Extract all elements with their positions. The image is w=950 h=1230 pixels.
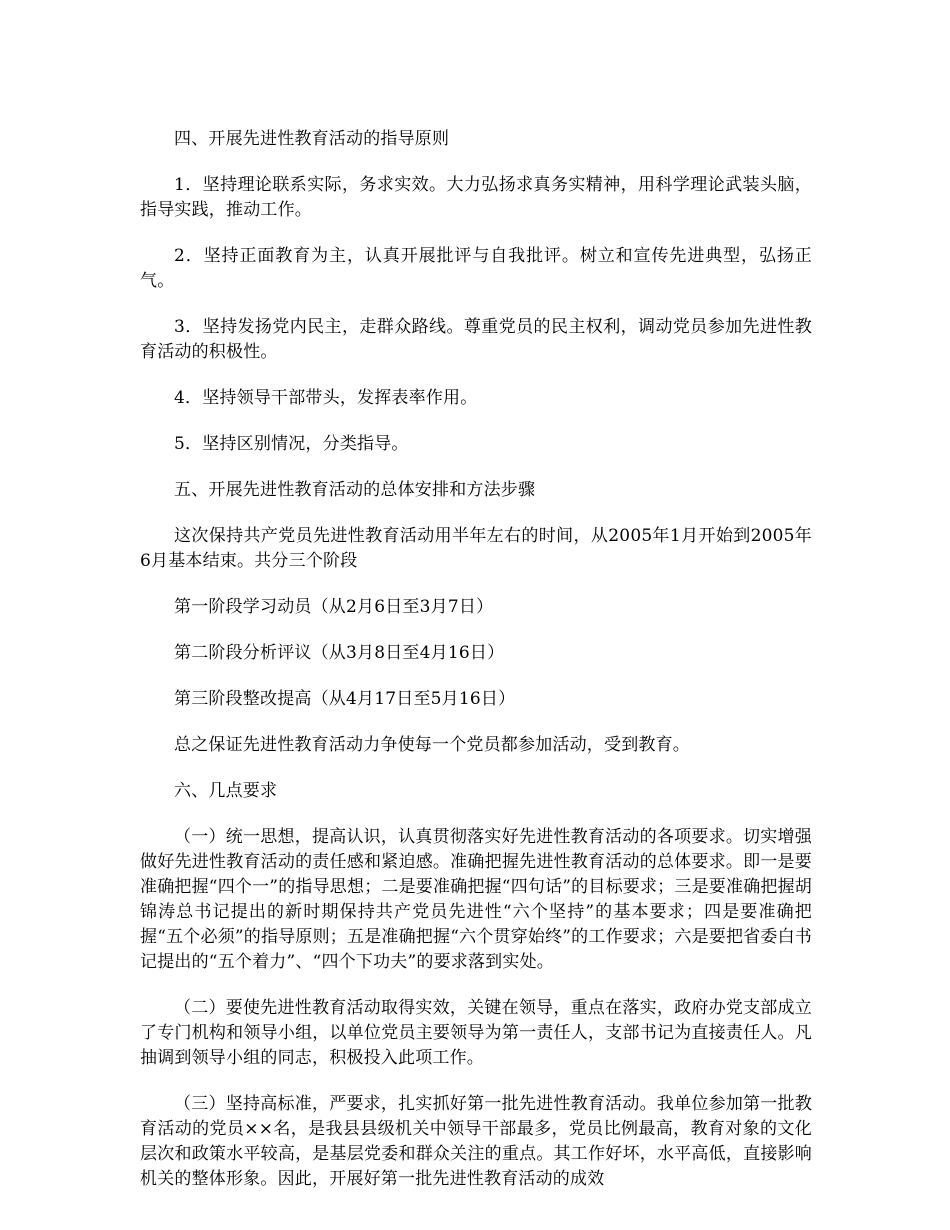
principle-item-3: 3．坚持发扬党内民主，走群众路线。尊重党员的民主权利，调动党员参加先进性教育活动的积极性。 (140, 317, 812, 362)
section-heading-arrangement: 五、开展先进性教育活动的总体安排和方法步骤 (174, 480, 536, 500)
requirement-item-3: （三）坚持高标准，严要求，扎实抓好第一批先进性教育活动。我单位参加第一批教育活动的党员××名，是我县县级机关中领导干部最多，党员比例最高，教育对象的文化层次和政策水平较高，是基层党委和群众关注的重点。其工作好坏，水平高低，直接影响机关的整体形象。因此，开展好第一批先进性教育活动的成效 (140, 1094, 812, 1189)
stage-2: 第二阶段分析评议（从3月8日至4月16日） (174, 643, 505, 663)
stage-3: 第三阶段整改提高（从4月17日至5月16日） (174, 689, 516, 709)
section-heading-guiding-principles: 四、开展先进性教育活动的指导原则 (174, 129, 450, 149)
principle-item-4: 4．坚持领导干部带头，发挥表率作用。 (174, 388, 478, 408)
requirement-item-2: （二）要使先进性教育活动取得实效，关键在领导，重点在落实，政府办党支部成立了专门机构和领导小组，以单位党员主要领导为第一责任人，支部书记为直接责任人。凡抽调到领导小组的同志，积极投入此项工作。 (140, 998, 812, 1068)
arrangement-overview: 这次保持共产党员先进性教育活动用半年左右的时间，从2005年1月开始到2005年6月基本结束。共分三个阶段 (140, 526, 812, 571)
principle-item-5: 5．坚持区别情况，分类指导。 (174, 434, 409, 454)
principle-item-1: 1．坚持理论联系实际，务求实效。大力弘扬求真务实精神，用科学理论武装头脑，指导实践，推动工作。 (140, 175, 812, 220)
requirement-item-1: （一）统一思想，提高认识，认真贯彻落实好先进性教育活动的各项要求。切实增强做好先进性教育活动的责任感和紧迫感。准确把握先进性教育活动的总体要求。即一是要准确把握“四个一”的指导思想；二是要准确把握“四句话”的目标要求；三是要准确把握胡锦涛总书记提出的新时期保持共产党员先进性“六个坚持”的基本要求；四是要准确把握“五个必须”的指导原则；五是准确把握“六个贯穿始终”的工作要求；六是要把省委白书记提出的“五个着力”、“四个下功夫”的要求落到实处。 (140, 827, 812, 972)
arrangement-summary: 总之保证先进性教育活动力争使每一个党员都参加活动，受到教育。 (174, 735, 690, 755)
document-body (140, 127, 812, 1213)
stage-1: 第一阶段学习动员（从2月6日至3月7日） (174, 597, 494, 617)
section-heading-requirements: 六、几点要求 (174, 781, 278, 801)
principle-item-2: 2．坚持正面教育为主，认真开展批评与自我批评。树立和宣传先进典型，弘扬正气。 (140, 246, 812, 291)
